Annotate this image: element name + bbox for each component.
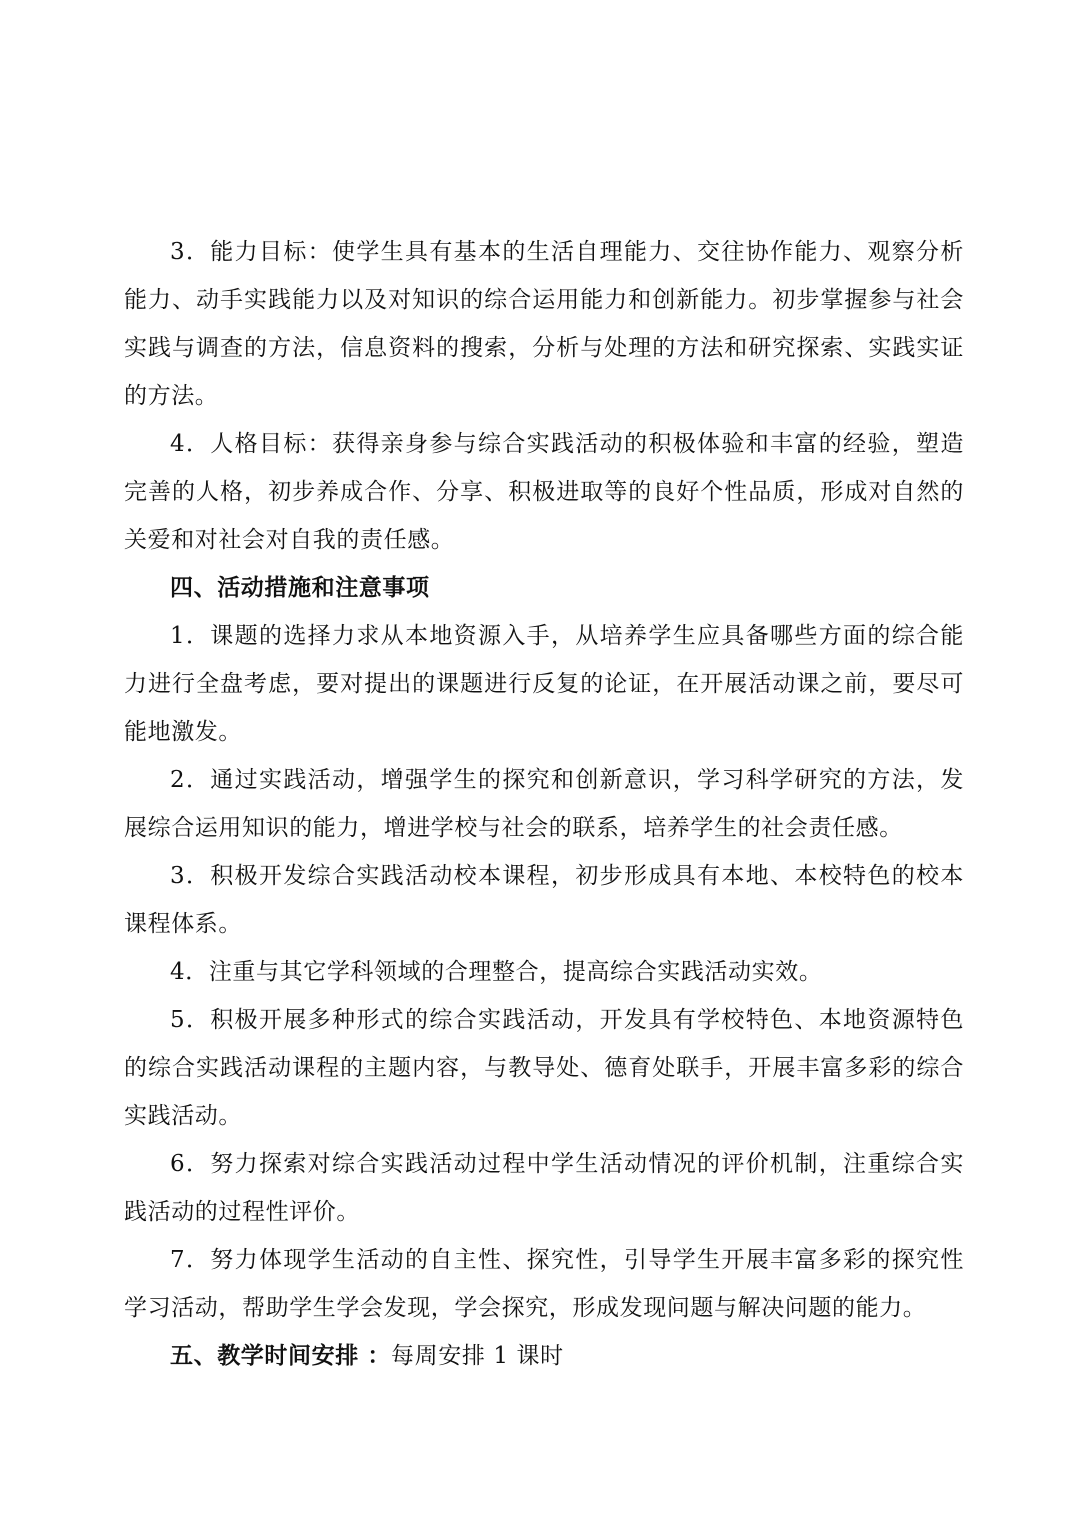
paragraph-personality-goal: 4．人格目标：获得亲身参与综合实践活动的积极体验和丰富的经验，塑造完善的人格，初步养成合作、分享、积极进取等的良好个性品质，形成对自然的关爱和对社会对自我的责任感。 bbox=[124, 431, 964, 553]
paragraph-measure-5: 5．积极开展多种形式的综合实践活动，开发具有学校特色、本地资源特色的综合实践活动课程的主题内容，与教导处、德育处联手，开展丰富多彩的综合实践活动。 bbox=[124, 1007, 964, 1129]
paragraph-measure-1: 1．课题的选择力求从本地资源入手，从培养学生应具备哪些方面的综合能力进行全盘考虑，要对提出的课题进行反复的论证，在开展活动课之前，要尽可能地激发。 bbox=[124, 623, 964, 745]
paragraph-measure-2: 2．通过实践活动，增强学生的探究和创新意识，学习科学研究的方法，发展综合运用知识的能力，增进学校与社会的联系，培养学生的社会责任感。 bbox=[124, 767, 964, 841]
section-heading-measures: 四、活动措施和注意事项 bbox=[170, 574, 430, 601]
schedule-label: 五、教学时间安排 ： bbox=[170, 1342, 392, 1369]
paragraph-ability-goal: 3．能力目标：使学生具有基本的生活自理能力、交往协作能力、观察分析能力、动手实践能力以及对知识的综合运用能力和创新能力。初步掌握参与社会实践与调查的方法，信息资料的搜索，分析与处理的方法和研究探索、实践实证的方法。 bbox=[124, 239, 964, 409]
paragraph-measure-6: 6．努力探索对综合实践活动过程中学生活动情况的评价机制，注重综合实践活动的过程性评价。 bbox=[124, 1151, 964, 1225]
section-heading-schedule bbox=[124, 1332, 964, 1380]
paragraph-measure-3: 3．积极开发综合实践活动校本课程，初步形成具有本地、本校特色的校本课程体系。 bbox=[124, 863, 964, 937]
schedule-value: 每周安排 1 课时 bbox=[391, 1343, 564, 1369]
paragraph-measure-7: 7．努力体现学生活动的自主性、探究性，引导学生开展丰富多彩的探究性学习活动，帮助学生学会发现，学会探究，形成发现问题与解决问题的能力。 bbox=[124, 1247, 964, 1321]
paragraph-measure-4: 4．注重与其它学科领域的合理整合，提高综合实践活动实效。 bbox=[170, 959, 823, 985]
document-body bbox=[124, 228, 964, 1380]
